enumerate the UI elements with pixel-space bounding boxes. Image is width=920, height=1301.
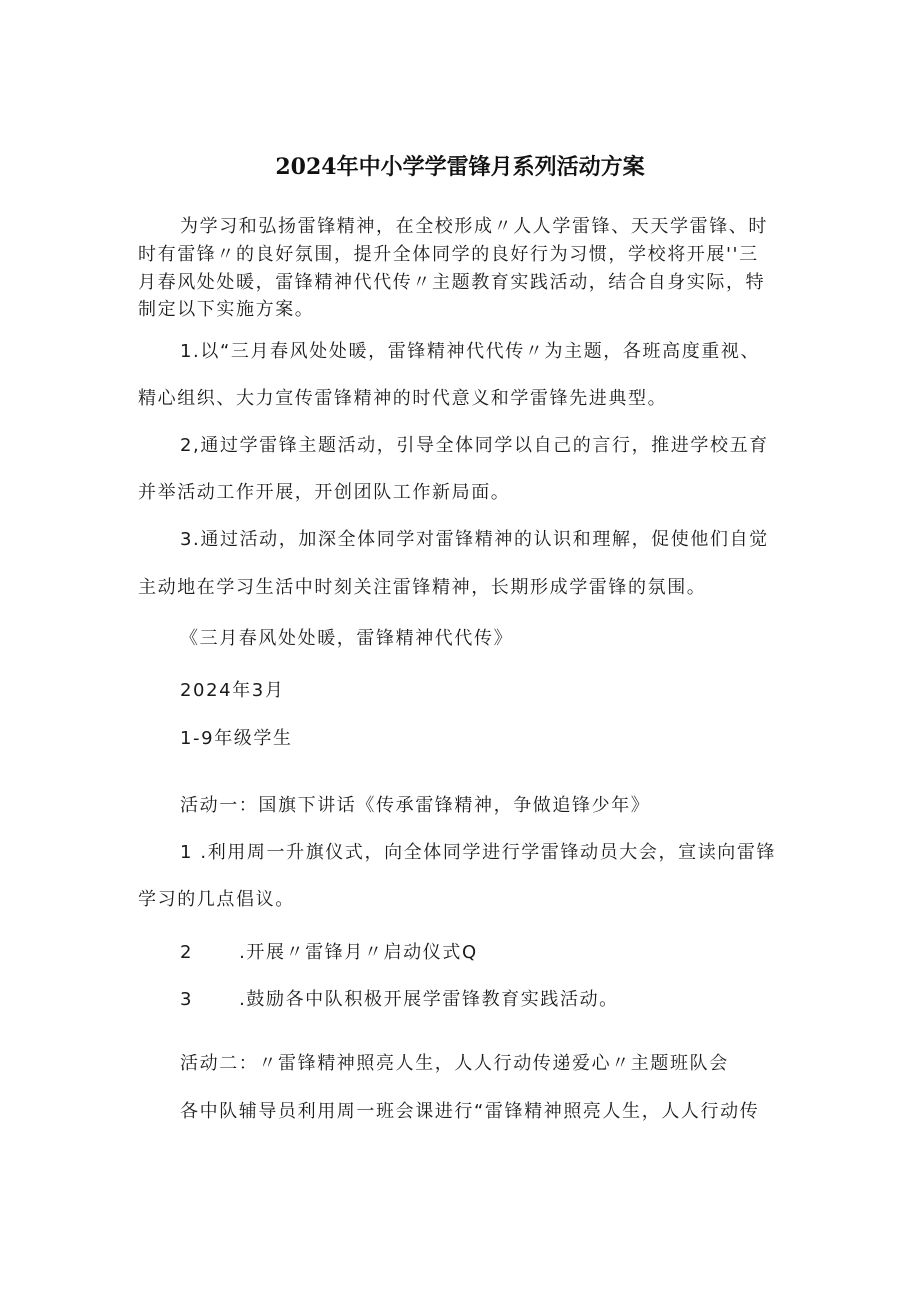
intro-line: 时有雷锋〃的良好氛围，提升全体同学的良好行为习惯，学校将开展''三 xyxy=(138,244,759,265)
activity-participants: 1-9年级学生 xyxy=(180,728,293,749)
activity-date: 2024年3月 xyxy=(180,680,285,701)
activity-one-item-3 xyxy=(180,985,619,1011)
intro-line: 为学习和弘扬雷锋精神，在全校形成〃人人学雷锋、天天学雷锋、时 xyxy=(180,216,768,237)
goal-line: 1.以“三月春风处处暖，雷锋精神代代传〃为主题，各班高度重视、 xyxy=(180,341,761,362)
document-title: 2024年中小学学雷锋月系列活动方案 xyxy=(275,154,645,180)
item-text: .开展〃雷锋月〃启动仪式Q xyxy=(239,942,478,963)
activity-two-heading: 活动二：〃雷锋精神照亮人生，人人行动传递爱心〃主题班队会 xyxy=(180,1053,729,1074)
goal-line: 并举活动工作开展，开创团队工作新局面。 xyxy=(138,482,511,503)
intro-line: 制定以下实施方案。 xyxy=(138,299,315,320)
activity-one-heading: 活动一：国旗下讲话《传承雷锋精神，争做追锋少年》 xyxy=(180,795,651,816)
goal-line: 主动地在学习生活中时刻关注雷锋精神，长期形成学雷锋的氛围。 xyxy=(138,577,707,598)
activity-one-item-2 xyxy=(180,938,478,964)
item-text: .鼓励各中队积极开展学雷锋教育实践活动。 xyxy=(239,989,619,1010)
item-number: 3 xyxy=(180,989,194,1010)
intro-line: 月春风处处暖，雷锋精神代代传〃主题教育实践活动，结合自身实际，特 xyxy=(138,272,766,293)
activity-one-item-1: 1 .利用周一升旗仪式，向全体同学进行学雷锋动员大会，宣读向雷锋 xyxy=(180,842,777,863)
goal-line: 精心组织、大力宣传雷锋精神的时代意义和学雷锋先进典型。 xyxy=(138,388,668,409)
activity-theme: 《三月春风处处暖，雷锋精神代代传》 xyxy=(180,628,514,649)
goal-line: 2,通过学雷锋主题活动，引导全体同学以自己的言行，推进学校五育 xyxy=(180,435,769,456)
activity-two-body: 各中队辅导员利用周一班会课进行“雷锋精神照亮人生，人人行动传 xyxy=(180,1101,760,1122)
item-number: 2 xyxy=(180,942,194,963)
activity-one-item-1-cont: 学习的几点倡议。 xyxy=(138,889,295,910)
goal-line: 3.通过活动，加深全体同学对雷锋精神的认识和理解，促使他们自觉 xyxy=(180,529,769,550)
